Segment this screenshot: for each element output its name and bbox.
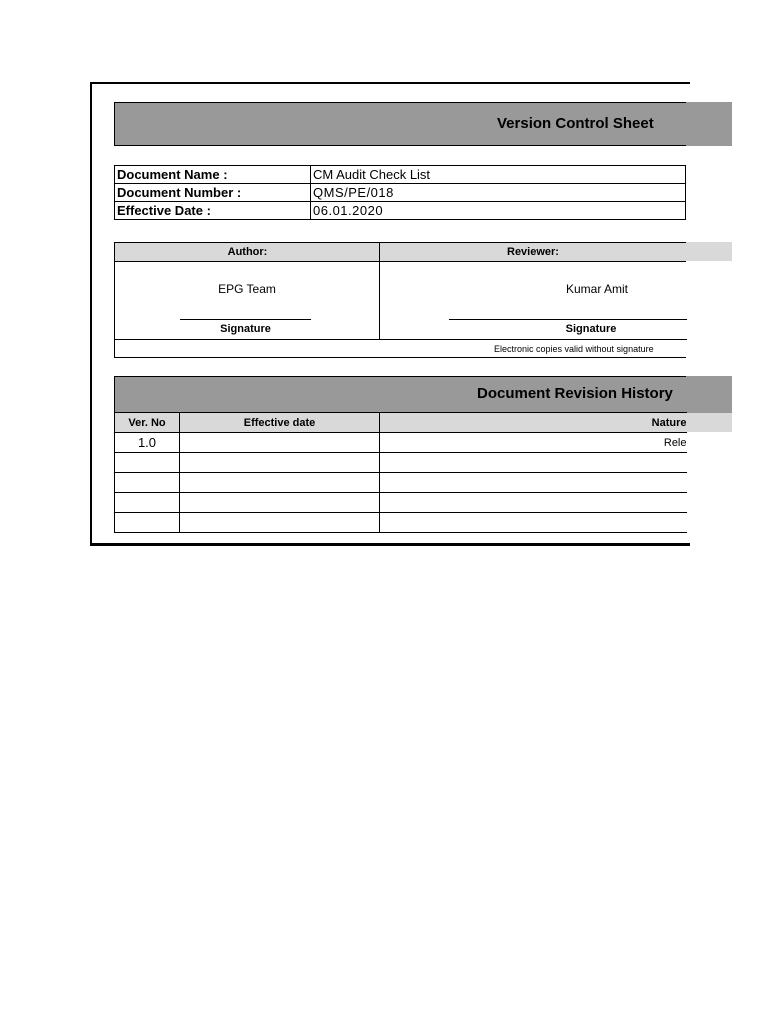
- table-row: [115, 493, 687, 513]
- info-label: Effective Date :: [115, 202, 311, 220]
- title-banner-overflow: [686, 102, 732, 146]
- table-row: [115, 473, 687, 493]
- page-title: Version Control Sheet: [497, 115, 654, 132]
- column-header-nature: [380, 413, 687, 433]
- nature-cell: [380, 493, 687, 513]
- reviewer-header: [380, 243, 686, 262]
- revision-history-table: [114, 412, 687, 533]
- info-row-effective-date: [115, 202, 686, 220]
- info-label: Document Number :: [115, 184, 311, 202]
- version-cell: 1.0: [115, 433, 180, 453]
- author-signature-label: Signature: [220, 323, 271, 335]
- document-info-table: [114, 165, 686, 220]
- effective-date-cell: [180, 453, 380, 473]
- effective-date-cell: [180, 513, 380, 533]
- column-header-nature-label: Nature: [651, 416, 687, 429]
- nature-cell: [380, 453, 687, 473]
- table-row: [115, 513, 687, 533]
- nature-cell: [380, 433, 687, 453]
- revision-header-row: [115, 413, 687, 433]
- effective-date-cell: [180, 433, 380, 453]
- author-name: EPG Team: [218, 282, 276, 296]
- revision-history-title: Document Revision History: [477, 385, 673, 402]
- revision-history-banner: [114, 376, 686, 413]
- version-cell: [115, 453, 180, 473]
- signature-footnote: Electronic copies valid without signature: [494, 344, 654, 354]
- revision-banner-overflow: [686, 376, 732, 413]
- approval-divider: [379, 243, 380, 339]
- info-value: 06.01.2020: [311, 202, 686, 220]
- effective-date-cell: [180, 493, 380, 513]
- reviewer-header-label: Reviewer:: [507, 246, 559, 258]
- title-banner: [114, 102, 686, 146]
- reviewer-signature-label: Signature: [565, 323, 617, 335]
- info-value: QMS/PE/018: [311, 184, 686, 202]
- version-cell: [115, 513, 180, 533]
- nature-cell-text: Rele: [663, 436, 687, 449]
- author-signature-line: [180, 319, 311, 320]
- author-header-label: Author:: [227, 246, 268, 258]
- revision-header-overflow: [686, 413, 732, 432]
- column-header-effective-date: Effective date: [180, 413, 380, 433]
- column-header-version: Ver. No: [115, 413, 180, 433]
- reviewer-signature-line: [449, 319, 687, 320]
- reviewer-name: Kumar Amit: [565, 282, 628, 296]
- info-row-document-name: [115, 166, 686, 184]
- table-row: [115, 453, 687, 473]
- footnote-divider: [115, 339, 687, 340]
- approval-header-overflow: [686, 242, 732, 261]
- effective-date-cell: [180, 473, 380, 493]
- info-value: CM Audit Check List: [311, 166, 686, 184]
- info-row-document-number: [115, 184, 686, 202]
- table-row: [115, 433, 687, 453]
- version-cell: [115, 473, 180, 493]
- info-label: Document Name :: [115, 166, 311, 184]
- version-cell: [115, 493, 180, 513]
- nature-cell: [380, 473, 687, 493]
- author-header: [115, 243, 380, 262]
- approval-box: [114, 242, 686, 358]
- nature-cell: [380, 513, 687, 533]
